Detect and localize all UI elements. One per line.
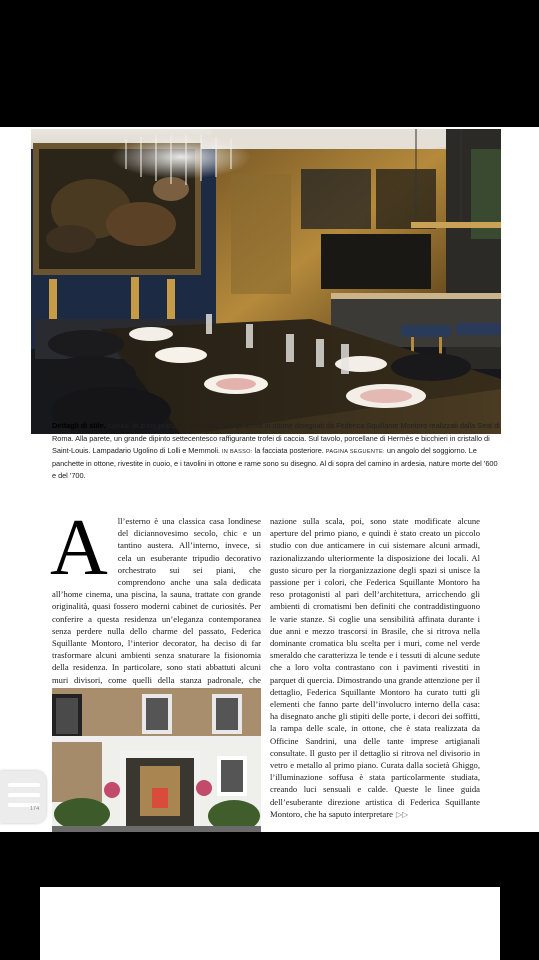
magazine-page[interactable]: [0, 127, 539, 832]
page-number: 174: [30, 806, 40, 812]
caption-text-basso: la facciata posteriore.: [254, 445, 324, 455]
caption-lead: Dettagli di stile.: [52, 421, 106, 430]
house-facade-photo: [52, 688, 261, 832]
continue-arrow-icon: ▷▷: [395, 809, 409, 819]
caption-text-seguente: un angolo del soggiorno. Le panchette in ottone, rivestite in cuoio, e i tavolini in ottone e rame sono su disegno. Al di sopra del camino in ardesia, nature morte del ’600 e del ’700.: [52, 445, 498, 480]
drop-cap: A: [50, 504, 108, 592]
caption-label-seguente: PAGINA SEGUENTE:: [325, 448, 385, 455]
dining-kitchen-photo: [31, 129, 501, 434]
menu-bar-1: [8, 783, 40, 787]
article-column-1: [50, 504, 261, 710]
photo-caption: [52, 420, 502, 481]
caption-label-basso: IN BASSO:: [221, 448, 253, 455]
caption-text-sopra: la zona pranzo e la cucina, con gli arredi in ottone disegnati da Federica Squillante Montoro realizzati dalla Seat di Roma. Alla parete, un grande dipinto settecentesco raffigurante trofei di caccia. Sul tavolo, porcellane di Hermès e bicchieri in cristallo di Saint-Louis. Lampadario Ugolino di Lolli e Memmoli.: [52, 421, 500, 455]
next-page-preview[interactable]: [40, 887, 500, 960]
top-black-bar: [0, 0, 539, 127]
menu-bar-2: [8, 793, 40, 797]
article-text-col1: ll’esterno è una classica casa londinese del diciannovesimo secolo, chic e un tantino austera. All’interno, invece, si cela un esuberante tripudio decorativo orchestrato sui sei piani, che comprendono anche una sala dedicata all’home cinema, una piscina, la sauna, trattate con grande originalità, quasi fossero moderni cabinet de curiosités. Per conferire a questa residenza un’eleganza contemporanea senza perdere nulla dello charme del passato, Federica Squillante Montoro, l’interior decorator, ha deciso di far trasformare alcuni ambienti senza snaturare la fisionomia della residenza. In particolare, sono stati abbattuti alcuni muri divisori, come quelli della stanza padronale, che: [52, 516, 261, 685]
article-column-2: [270, 515, 480, 821]
article-text-col2: nazione sulla scala, poi, sono state modificate alcune aperture del primo piano, e quindi è stato creato un piccolo studio con due anticamere in cui sistemare alcuni armadi, razionalizzando ulteriormente la disposizione dei locali. Al gusto sicuro per la riorganizzazione degli spazi si unisce la passione per i colori, che Federica Squillante Montoro ha reso protagonisti al pari dell’architettura, arricchendo gli ambienti di cromatismi ben definiti che contraddistinguono le varie stanze. Si coglie una sensibilità affinata durante i due anni e mezzo trascorsi in Brasile, che si ritrova nella dominante cromatica blu scelta per i muri, come nel verde smeraldo che caratterizza le tende e i tessuti di alcune sedute che a loro volta contrastano con i pavimenti rivestiti in parquet di quercia. Dimostrando una grande attenzione per il dettaglio, Federica Squillante Montoro ha curato tutti gli elementi che fanno parte dell’involucro interno della casa: ha disegnato anche gli stipiti delle porte, i decori dei soffitti, la rampa delle scale, in ottone, che è stata realizzata da Officine Sandrini, una delle tante imprese artigianali consultate. Il gusto per il dettaglio si ritrova nel divisorio in vetro e metallo al primo piano. Curata dalla società Ghiggo, l’illuminazione soffusa è stata particolarmente studiata, creando luci sensuali e calde. Queste le linee guida dell’esuberante direzione artistica di Federica Squillante Montoro, che ha saputo interpretare: [270, 516, 480, 819]
caption-label-sopra: SOPRA:: [107, 424, 131, 430]
menu-icon[interactable]: [0, 771, 46, 823]
